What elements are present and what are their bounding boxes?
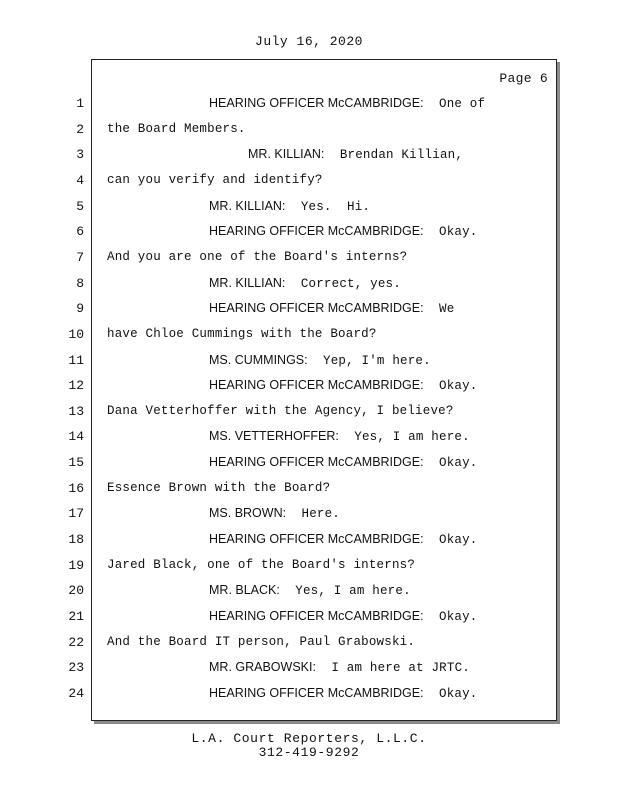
transcript-line — [209, 276, 401, 291]
speaker-label: MS. VETTERHOFFER: — [209, 429, 339, 443]
speaker-label: HEARING OFFICER McCAMBRIDGE: — [209, 455, 424, 469]
transcript-line — [209, 301, 454, 316]
speech-text: Yes, I am here. — [338, 430, 470, 444]
speaker-label: HEARING OFFICER McCAMBRIDGE: — [209, 686, 424, 700]
speaker-label: HEARING OFFICER McCAMBRIDGE: — [209, 609, 424, 623]
speaker-label: MS. CUMMINGS: — [209, 353, 308, 367]
line-number: 1 — [76, 96, 84, 111]
transcript-line — [209, 609, 478, 624]
line-number: 3 — [76, 147, 84, 162]
transcript-line — [209, 532, 478, 547]
speaker-label: MR. KILLIAN: — [248, 147, 325, 161]
line-number: 19 — [68, 558, 84, 573]
transcript-line: And you are one of the Board's interns? — [107, 250, 408, 264]
line-number: 10 — [68, 327, 84, 342]
transcript-line — [209, 506, 340, 521]
transcript-line: And the Board IT person, Paul Grabowski. — [107, 635, 416, 649]
speaker-label: HEARING OFFICER McCAMBRIDGE: — [209, 224, 424, 238]
speech-text: Yep, I'm here. — [307, 354, 431, 368]
transcript-line — [209, 378, 478, 393]
transcript-line: the Board Members. — [107, 122, 246, 136]
speech-text: Okay. — [423, 687, 478, 701]
speaker-label: MS. BROWN: — [209, 506, 287, 520]
line-number: 5 — [76, 199, 84, 214]
speech-text: Here. — [286, 507, 341, 521]
line-number: 13 — [68, 404, 84, 419]
line-number: 8 — [76, 276, 84, 291]
speech-text: One of — [423, 97, 486, 111]
transcript-line — [209, 96, 485, 111]
footer — [0, 732, 618, 760]
speech-text: Okay. — [423, 379, 478, 393]
transcript-line — [248, 147, 463, 162]
speaker-label: MR. KILLIAN: — [209, 199, 286, 213]
line-number: 2 — [76, 122, 84, 137]
transcript-line: can you verify and identify? — [107, 173, 323, 187]
line-number: 7 — [76, 250, 84, 265]
line-number: 17 — [68, 506, 84, 521]
line-number: 18 — [68, 532, 84, 547]
transcript-line — [209, 429, 470, 444]
line-number: 4 — [76, 173, 84, 188]
speaker-label: HEARING OFFICER McCAMBRIDGE: — [209, 532, 424, 546]
transcript-line — [209, 199, 370, 214]
transcript-line: Dana Vetterhoffer with the Agency, I believe? — [107, 404, 454, 418]
speech-text: I am here at JRTC. — [315, 661, 470, 675]
speech-text: We — [423, 302, 455, 316]
line-number: 14 — [68, 429, 84, 444]
line-number: 16 — [68, 481, 84, 496]
speaker-label: HEARING OFFICER McCAMBRIDGE: — [209, 96, 424, 110]
footer-phone: 312-419-9292 — [258, 745, 360, 760]
line-number: 22 — [68, 635, 84, 650]
transcript-line — [209, 686, 478, 701]
transcript-line: have Chloe Cummings with the Board? — [107, 327, 377, 341]
line-number: 6 — [76, 224, 84, 239]
transcript-line — [209, 224, 478, 239]
line-number: 15 — [68, 455, 84, 470]
speaker-label: MR. KILLIAN: — [209, 276, 286, 290]
speech-text: Brendan Killian, — [324, 148, 464, 162]
speech-text: Yes. Hi. — [285, 200, 371, 214]
line-number: 24 — [68, 686, 84, 701]
line-number: 11 — [68, 353, 84, 368]
transcript-line: Jared Black, one of the Board's interns? — [107, 558, 416, 572]
transcript-line — [209, 660, 470, 675]
speaker-label: MR. BLACK: — [209, 583, 280, 597]
line-number: 9 — [76, 301, 84, 316]
line-number: 23 — [68, 660, 84, 675]
speech-text: Okay. — [423, 533, 478, 547]
line-number: 12 — [68, 378, 84, 393]
speech-text: Correct, yes. — [285, 277, 401, 291]
footer-company: L.A. Court Reporters, L.L.C. — [191, 731, 427, 746]
speech-text: Okay. — [423, 456, 478, 470]
line-number: 20 — [68, 583, 84, 598]
transcript-line — [209, 455, 478, 470]
page-number-label: Page 6 — [499, 71, 548, 86]
speaker-label: HEARING OFFICER McCAMBRIDGE: — [209, 301, 424, 315]
speech-text: Okay. — [423, 225, 478, 239]
transcript-line — [209, 583, 411, 598]
transcript-line: Essence Brown with the Board? — [107, 481, 331, 495]
transcript-line — [209, 353, 431, 368]
line-number: 21 — [68, 609, 84, 624]
header-date: July 16, 2020 — [255, 34, 363, 49]
speech-text: Okay. — [423, 610, 478, 624]
speaker-label: MR. GRABOWSKI: — [209, 660, 316, 674]
speech-text: Yes, I am here. — [279, 584, 411, 598]
speaker-label: HEARING OFFICER McCAMBRIDGE: — [209, 378, 424, 392]
